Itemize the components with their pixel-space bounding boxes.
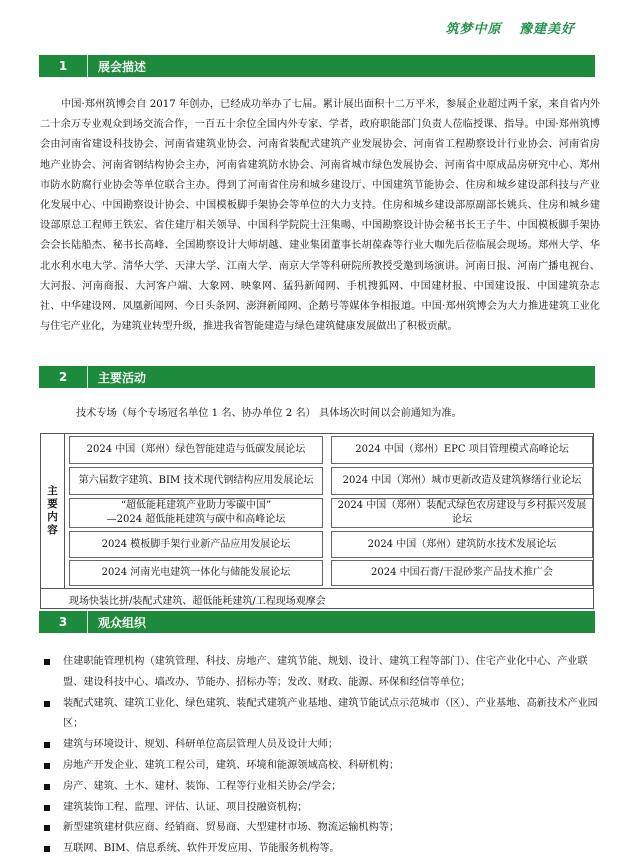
side-label-char: 要 (47, 498, 58, 510)
forum-cell: 2024 中国（郑州）EPC 项目管理模式高峰论坛 (331, 436, 593, 464)
side-label-char: 容 (47, 524, 58, 536)
list-item: 住建职能管理机构（建筑管理、科技、房地产、建筑节能、规划、设计、建筑工程等部门）、住宅产业化中心、产业联盟、建设科技中心、墙改办、节能办、招标办等；发改、财政、能源、环保和经信等单位； (44, 652, 599, 694)
section-title: 主要活动 (98, 370, 147, 385)
forum-cell: 2024 中国（郑州）城市更新改造及建筑修缮行业论坛 (331, 467, 593, 495)
forum-cell: 2024 模板脚手架行业新产品应用发展论坛 (69, 531, 323, 558)
onsite-events-row: 现场快装比拼/装配式建筑、超低能耗建筑/工程现场观摩会 (41, 588, 593, 610)
forum-cell: 2024 中国石膏/干混砂浆产品技术推广会 (331, 560, 593, 586)
forum-cell: 2024 河南光电建筑一体化与储能发展论坛 (69, 560, 323, 586)
section-title: 观众组织 (98, 615, 147, 630)
forum-cell: 2024 中国（郑州）建筑防水技术发展论坛 (331, 531, 593, 558)
slogan-part-1: 筑梦中原 (445, 22, 502, 37)
list-item: 互联网、BIM、信息系统、软件开发应用、节能服务机构等。 (44, 839, 599, 860)
section-header-activities (39, 366, 595, 388)
section-header-audience (39, 611, 595, 633)
exhibition-description: 中国·郑州筑博会自 2017 年创办，已经成功举办了七届。累计展出面积十二万平米，参展企业超过两千家，来自省内外二十余万专业观众到场交流合作，一百五十余位全国内外专家、学者，政府职能部门负责人莅临授课、指导。中国·郑州筑博会由河南省建设科技协会、河南省建筑业协会、河南省装配式建筑产业发展协会、河南省工程勘察设计行业协会、河南省房地产业协会、河南省钢结构协会主办，河南省建筑防水协会、河南省城市绿色发展协会、河南省中原成品房研究中心、郑州市防水防腐行业协会等单位联合主办。得到了河南省住房和城乡建设厅、中国建筑节能协会、住房和城乡建设部科技与产业化发展中心、中国勘察设计协会、中国模板脚手架协会等单位的大力支持。住房和城乡建设部原副部长姚兵、住房和城乡建设部原总工程师王铁宏、省住建厅相关领导、中国科学院院士汪集暘、中国勘察设计协会秘书长王子牛、中国模板脚手架协会会长陆船杰、秘书长高峰、全国勘察设计大师胡越、建业集团董事长胡葆森等行业大咖先后莅临展会现场。郑州大学、华北水利水电大学、清华大学、天津大学、江南大学、南京大学等科研院所教授受邀到场演讲。河南日报、河南广播电视台、大河报、河南商报、大河客户端、大象网、映象网、猛犸新闻网、手机搜狐网、中国建材报、中国建设报、中国建筑杂志社、中华建设网、凤凰新闻网、今日头条网、澎湃新闻网、企鹅号等媒体争相报道。中国·郑州筑博会为大力推进建筑工业化与住宅产业化，为建筑业转型升级，推进我省智能建造与绿色建筑健康发展做出了积极贡献。 (40, 99, 600, 333)
list-item: 建筑与环境设计、规划、科研单位高层管理人员及设计大师； (44, 735, 599, 756)
section-title: 展会描述 (98, 59, 147, 74)
header-slogan (433, 18, 575, 37)
list-item: 新型建筑建材供应商、经销商、贸易商、大型建材市场、物流运输机构等； (44, 818, 599, 839)
audience-list (44, 652, 599, 860)
section-number: 2 (39, 366, 88, 388)
list-item: 房产、建筑、土木、建材、装饰、工程等行业相关协会/学会； (44, 777, 599, 798)
section-number: 3 (39, 611, 88, 633)
main-content-label (41, 434, 65, 588)
list-item: 房地产开发企业、建筑工程公司，建筑、环境和能源领域高校、科研机构； (44, 756, 599, 777)
forum-cell: 第六届数字建筑、BIM 技术现代钢结构应用发展论坛 (69, 467, 323, 495)
slogan-part-2: 豫建美好 (518, 22, 575, 37)
list-item: 装配式建筑、建筑工业化、绿色建筑、装配式建筑产业基地、建筑节能试点示范城市（区）、产业基地、高新技术产业园区； (44, 694, 599, 736)
forum-cell: “超低能耗建筑产业助力零碳中国” —2024 超低能耗建筑与碳中和高峰论坛 (69, 498, 323, 528)
section-header-description (39, 55, 595, 77)
forum-cell: 2024 中国（郑州）绿色智能建造与低碳发展论坛 (69, 436, 323, 464)
section-number: 1 (39, 55, 88, 77)
forum-cell: 2024 中国（郑州）装配式绿色农房建设与乡村振兴发展论坛 (331, 498, 593, 528)
side-label-char: 内 (47, 511, 58, 523)
list-item: 建筑装饰工程、监理、评估、认证、项目投融资机构； (44, 798, 599, 819)
side-label-char: 主 (47, 485, 58, 497)
activities-intro: 技术专场（每个专场冠名单位 1 名、协办单位 2 名） 具体场次时间以会前通知为准。 (76, 408, 462, 419)
activities-table (40, 433, 594, 609)
